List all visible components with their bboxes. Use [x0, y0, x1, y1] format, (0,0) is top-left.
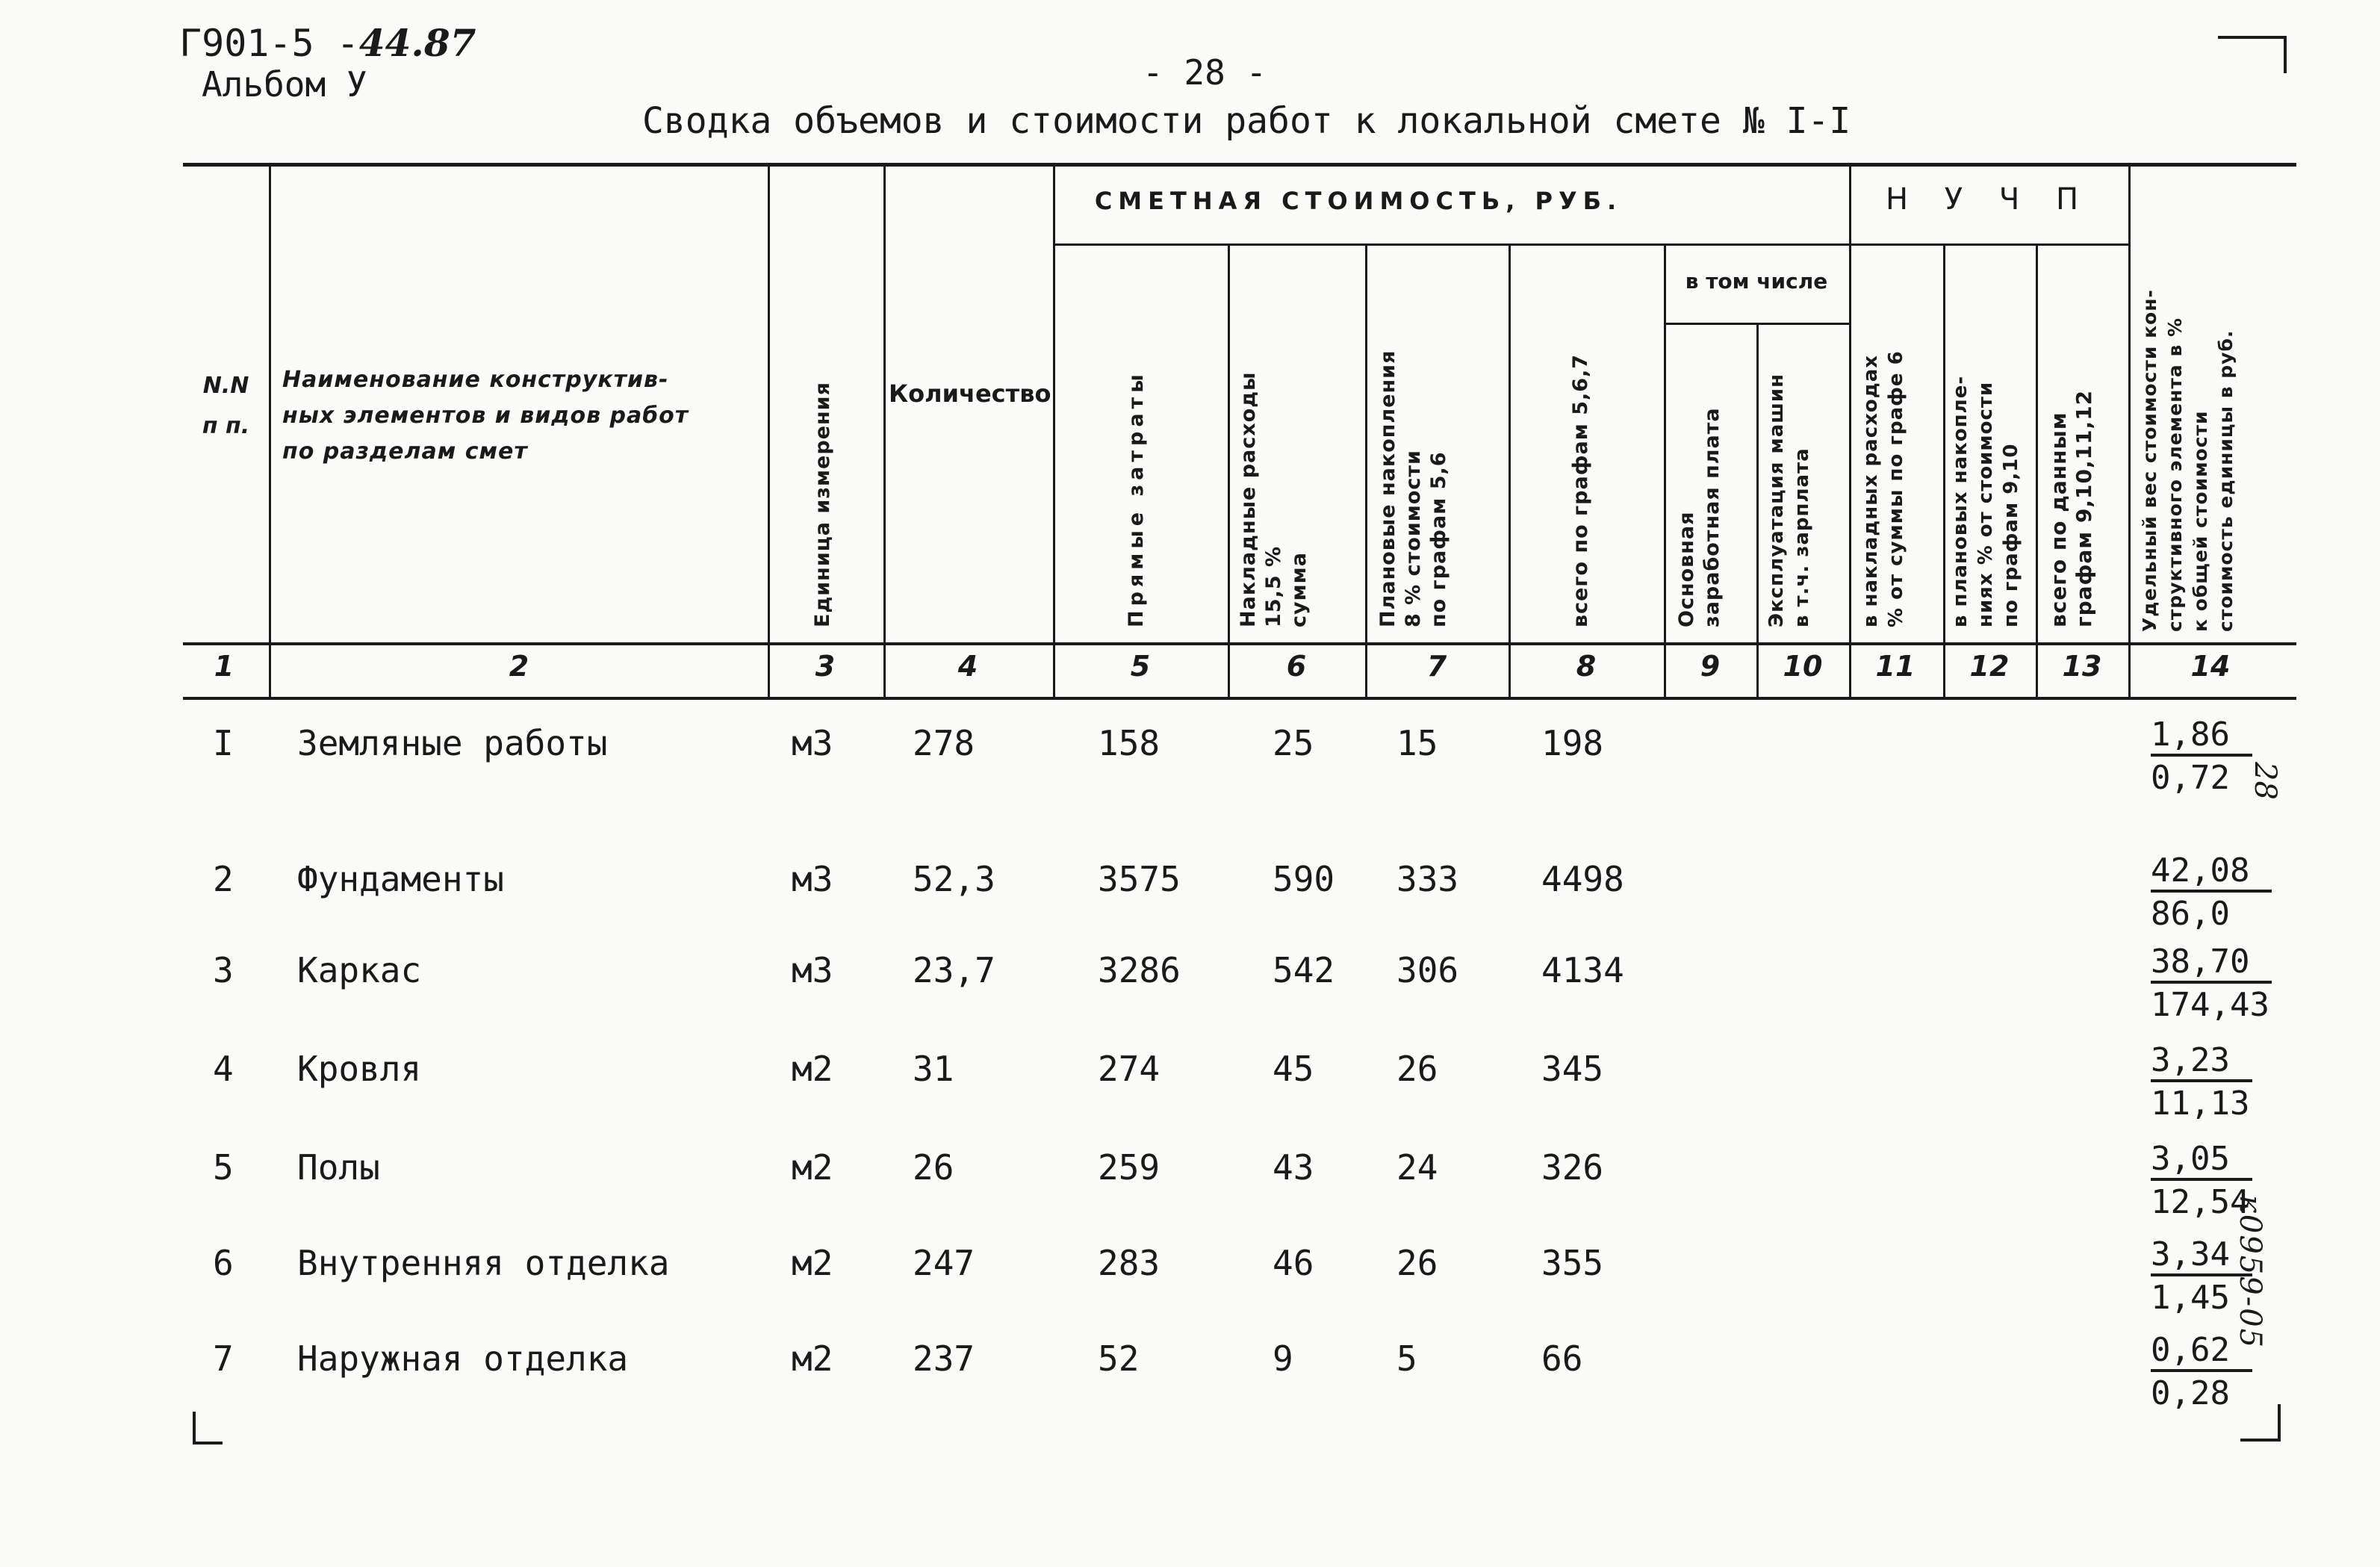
header-cost-group: СМЕТНАЯ СТОИМОСТЬ, РУБ.	[1094, 187, 1623, 215]
header-overhead: Накладные расходы 15,5 % сумма	[1237, 371, 1311, 627]
cell-work-name: Фундаменты	[297, 859, 504, 899]
cell-quantity: 52,3	[913, 859, 995, 899]
header-planned: Плановые накопления 8 % стоимости по графам 5,6	[1376, 350, 1450, 627]
cell-quantity: 237	[913, 1338, 975, 1379]
cell-row-number: I	[213, 723, 234, 763]
cell-direct-costs: 259	[1098, 1147, 1161, 1188]
col-number-5: 5	[1130, 650, 1151, 683]
cell-share-percent: 3,05	[2151, 1140, 2252, 1181]
cell-quantity: 26	[913, 1147, 954, 1188]
cell-work-name: Кровля	[297, 1049, 422, 1089]
cell-direct-costs: 274	[1098, 1049, 1161, 1089]
cell-total-cost: 66	[1541, 1338, 1583, 1379]
cell-overhead: 590	[1273, 859, 1335, 899]
header-including: в том числе	[1685, 269, 1828, 294]
cell-total-cost: 4498	[1541, 859, 1624, 899]
cell-share-percent: 1,86	[2151, 716, 2252, 757]
col-number-9: 9	[1700, 650, 1721, 683]
cell-planned-savings: 15	[1396, 723, 1438, 763]
cell-work-name: Каркас	[297, 950, 422, 990]
cell-row-number: 4	[213, 1049, 234, 1089]
cell-planned-savings: 333	[1396, 859, 1459, 899]
cell-row-number: 6	[213, 1243, 234, 1283]
cell-work-name: Наружная отделка	[297, 1338, 629, 1379]
header-nuchp-overhead: в накладных расходах % от суммы по графе 6	[1859, 350, 1907, 627]
col-number-11: 11	[1875, 650, 1916, 683]
header-wages: Основная заработная плата	[1675, 407, 1724, 627]
cell-overhead: 46	[1273, 1243, 1314, 1283]
cell-unit-cost: 1,45	[2151, 1279, 2230, 1317]
cell-share-percent: 0,62	[2151, 1331, 2252, 1372]
cell-row-number: 3	[213, 950, 234, 990]
cell-share-percent: 42,08	[2151, 851, 2272, 893]
cell-planned-savings: 5	[1396, 1338, 1417, 1379]
header-nuchp: Н У Ч П	[1885, 182, 2092, 217]
page-number: - 28 -	[1143, 52, 1267, 93]
cell-row-number: 7	[213, 1338, 234, 1379]
header-quantity: Количество	[889, 379, 1051, 408]
cell-direct-costs: 158	[1098, 723, 1161, 763]
cell-unit: м3	[792, 950, 833, 990]
cell-row-number: 5	[213, 1147, 234, 1188]
cell-planned-savings: 26	[1396, 1049, 1438, 1089]
side-note: к0959-05	[2233, 1195, 2267, 1350]
cell-direct-costs: 52	[1098, 1338, 1140, 1379]
cell-planned-savings: 26	[1396, 1243, 1438, 1283]
col-number-2: 2	[509, 650, 529, 683]
cell-share-percent: 3,34	[2151, 1235, 2252, 1276]
corner-note: 28	[2248, 762, 2282, 800]
cell-direct-costs: 3575	[1098, 859, 1181, 899]
document-code-typed: Г901-5 -	[179, 22, 359, 65]
header-machines: Эксплуатация машин в т.ч. зарплата	[1765, 373, 1813, 627]
page-title: Сводка объемов и стоимости работ к локальной смете № I-I	[642, 100, 1851, 142]
cell-share-percent: 38,70	[2151, 943, 2272, 984]
header-share: Удельный вес стоимости кон- структивного элемента в % к общей стоимости стоимость единицы в руб.	[2139, 289, 2237, 632]
cell-overhead: 45	[1273, 1049, 1314, 1089]
col-number-12: 12	[1969, 650, 2010, 683]
header-direct-costs: Прямые затраты	[1125, 370, 1148, 627]
document-code	[179, 21, 476, 65]
header-total: всего по графам 5,6,7	[1569, 353, 1592, 627]
header-nuchp-total: всего по данным графам 9,10,11,12	[2046, 389, 2096, 627]
cell-work-name: Земляные работы	[297, 723, 608, 763]
col-number-13: 13	[2062, 650, 2102, 683]
header-unit: Единица измерения	[811, 382, 834, 627]
cell-quantity: 31	[913, 1049, 954, 1089]
cell-unit: м2	[792, 1147, 833, 1188]
cell-row-number: 2	[213, 859, 234, 899]
cell-overhead: 43	[1273, 1147, 1314, 1188]
cell-planned-savings: 306	[1396, 950, 1459, 990]
col-number-7: 7	[1426, 650, 1447, 683]
col-number-6: 6	[1286, 650, 1307, 683]
cell-unit-cost: 0,72	[2151, 759, 2230, 797]
cell-unit-cost: 174,43	[2151, 986, 2269, 1024]
col-number-1: 1	[214, 650, 234, 683]
col-number-14: 14	[2190, 650, 2231, 683]
cell-overhead: 542	[1273, 950, 1335, 990]
cell-unit: м2	[792, 1338, 833, 1379]
col-number-4: 4	[957, 650, 978, 683]
cell-unit-cost: 0,28	[2151, 1374, 2230, 1412]
cell-work-name: Полы	[297, 1147, 380, 1188]
cell-work-name: Внутренняя отделка	[297, 1243, 670, 1283]
cell-unit: м2	[792, 1243, 833, 1283]
cell-quantity: 247	[913, 1243, 975, 1283]
cell-planned-savings: 24	[1396, 1147, 1438, 1188]
cell-overhead: 25	[1273, 723, 1314, 763]
col-number-10: 10	[1783, 650, 1823, 683]
album-label: Альбом У	[202, 64, 367, 105]
cell-total-cost: 355	[1541, 1243, 1604, 1283]
cell-unit: м3	[792, 859, 833, 899]
header-name: Наименование конструктив- ных элементов и видов работ по разделам смет	[282, 367, 689, 465]
cell-total-cost: 326	[1541, 1147, 1604, 1188]
cell-direct-costs: 283	[1098, 1243, 1161, 1283]
document-code-handwritten: 44.87	[358, 21, 476, 65]
cell-unit: м2	[792, 1049, 833, 1089]
cell-quantity: 23,7	[913, 950, 995, 990]
col-number-8: 8	[1576, 650, 1597, 683]
cell-overhead: 9	[1273, 1338, 1293, 1379]
header-num: N.N п п.	[202, 373, 250, 439]
cell-quantity: 278	[913, 723, 975, 763]
cell-direct-costs: 3286	[1098, 950, 1181, 990]
col-number-3: 3	[815, 650, 836, 683]
cell-total-cost: 198	[1541, 723, 1604, 763]
cell-unit: м3	[792, 723, 833, 763]
cell-unit-cost: 86,0	[2151, 895, 2230, 933]
cell-total-cost: 4134	[1541, 950, 1624, 990]
cell-unit-cost: 12,54	[2151, 1183, 2250, 1221]
cell-total-cost: 345	[1541, 1049, 1604, 1089]
header-nuchp-planned: в плановых накопле- ниях % от стоимости по графам 9,10	[1949, 375, 2022, 627]
cell-unit-cost: 11,13	[2151, 1085, 2250, 1123]
cell-share-percent: 3,23	[2151, 1041, 2252, 1082]
